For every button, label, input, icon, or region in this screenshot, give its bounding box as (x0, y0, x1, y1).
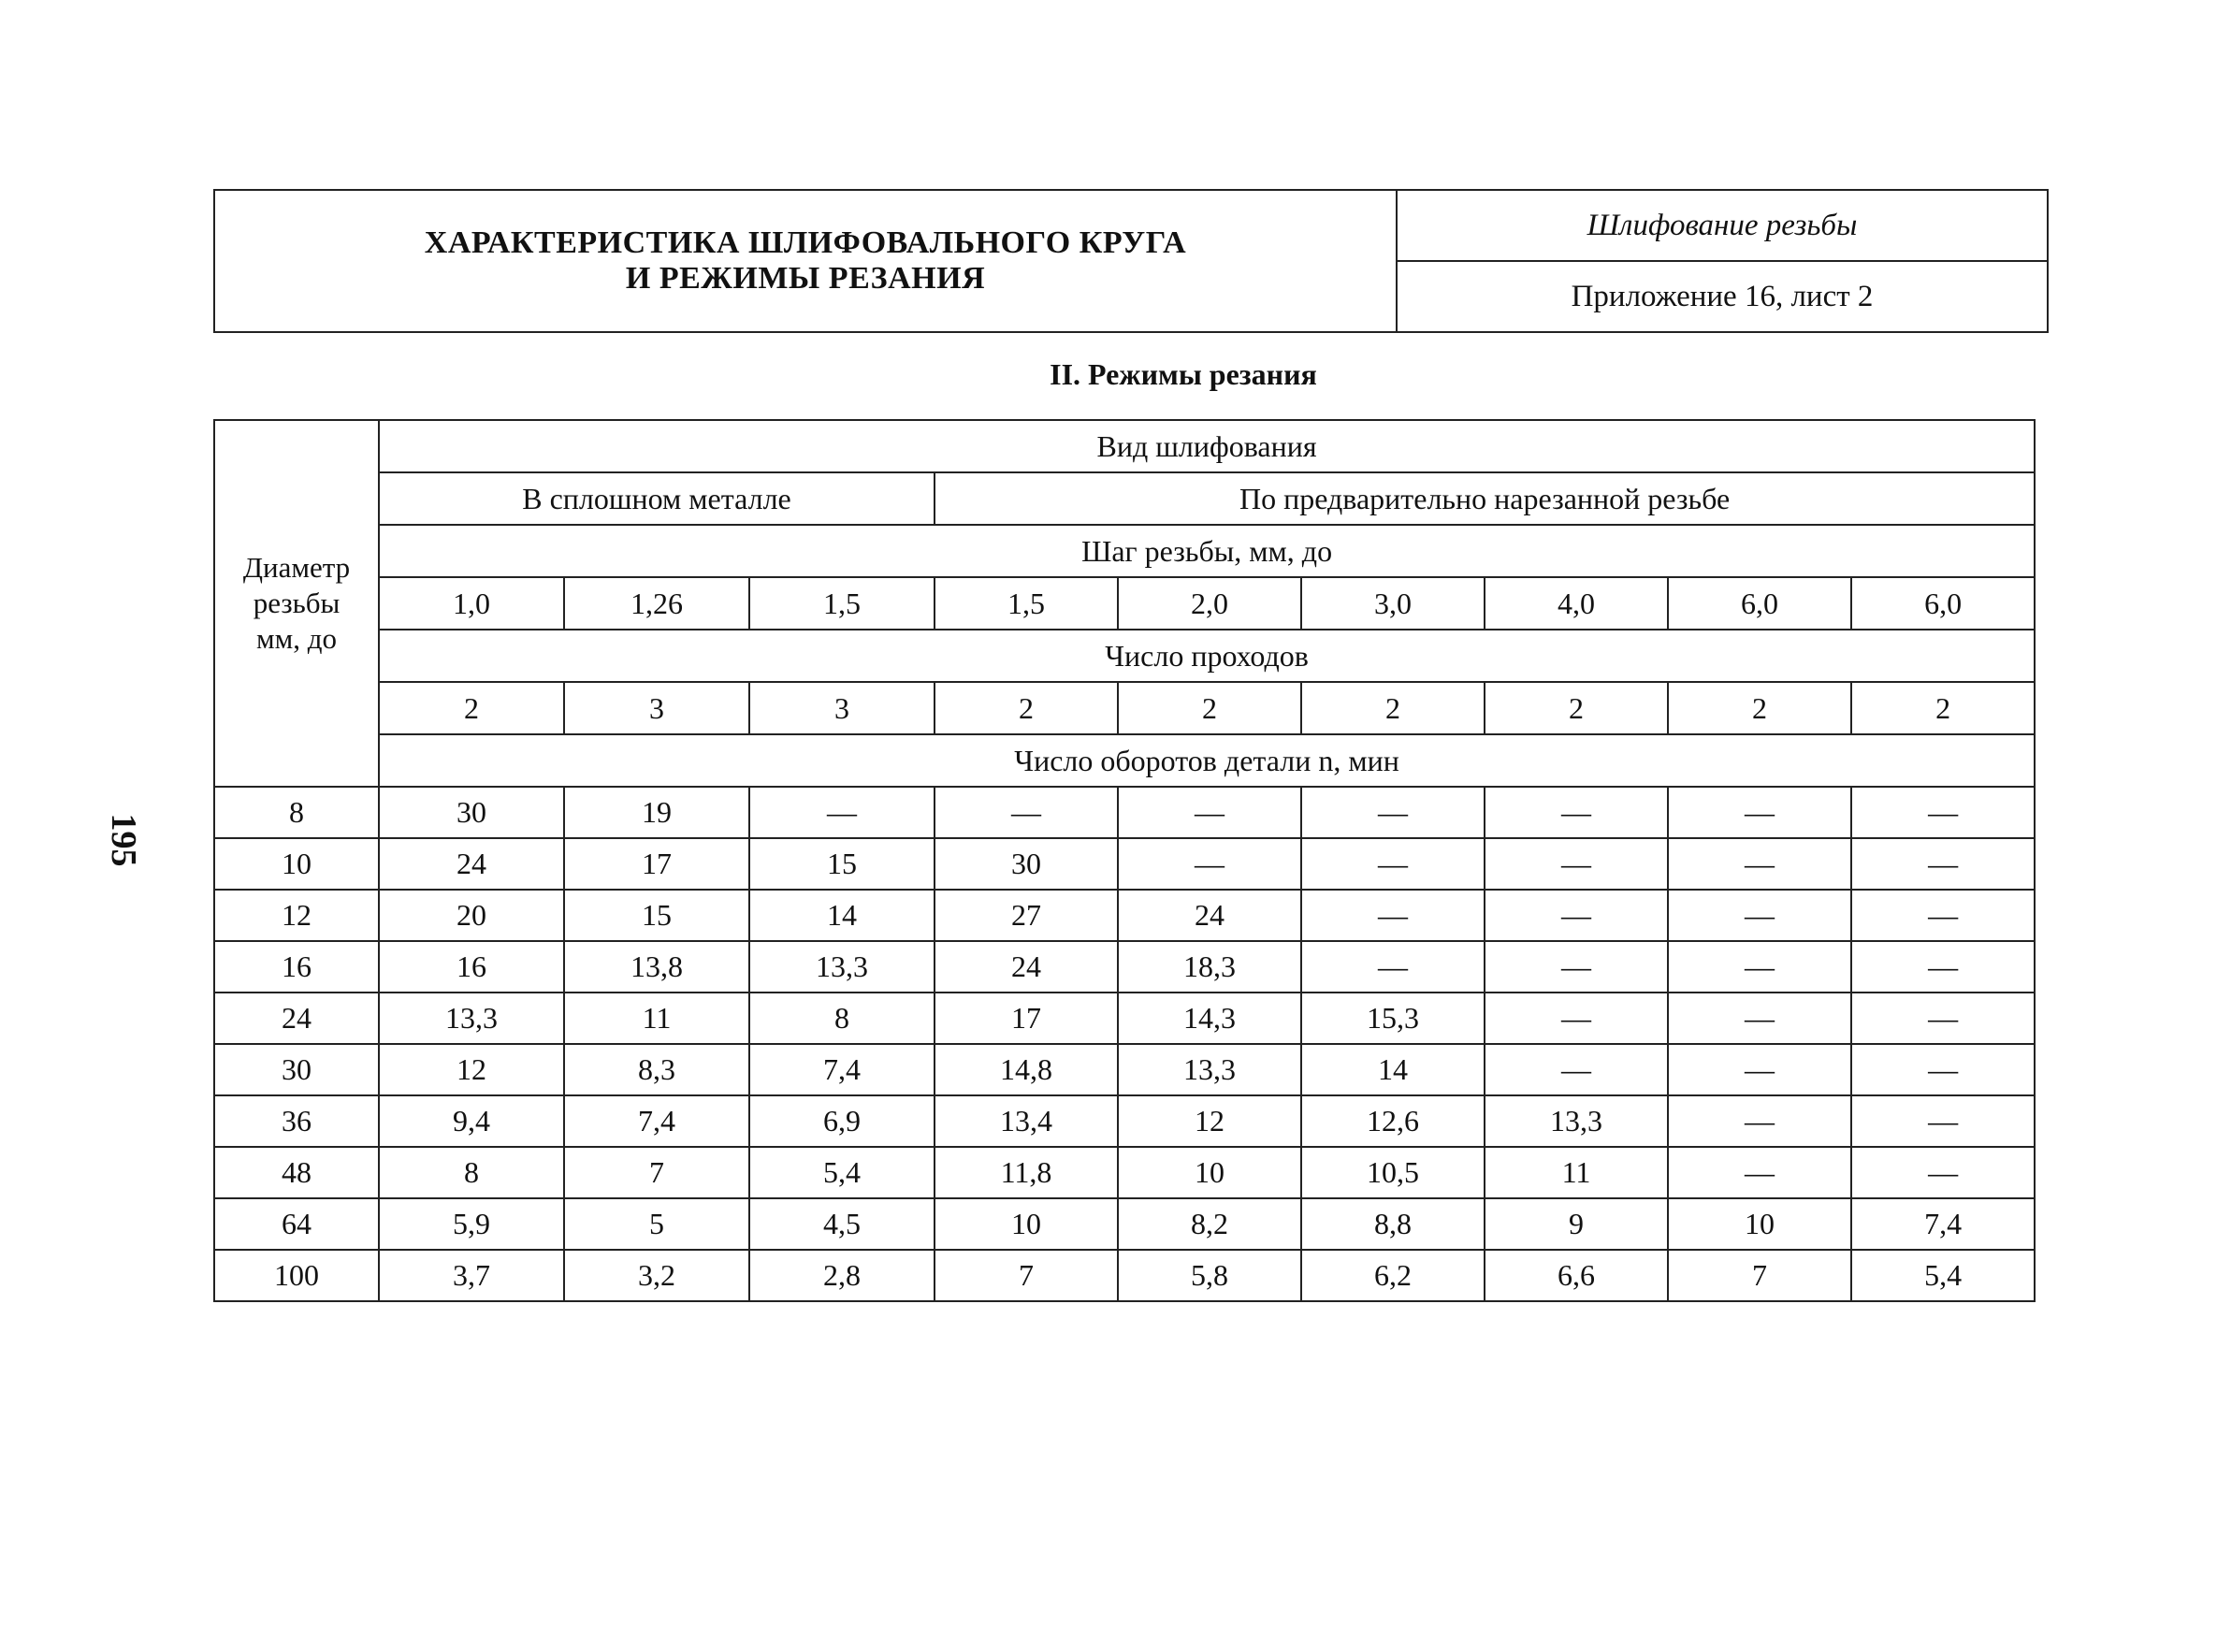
rpm-value-cell: 15,3 (1301, 993, 1485, 1044)
rpm-value-cell: 5,9 (379, 1198, 564, 1250)
pitch-cell: 1,26 (564, 577, 749, 630)
rpm-value-cell: 3,2 (564, 1250, 749, 1301)
passes-cell: 2 (1485, 682, 1668, 734)
diameter-cell: 100 (214, 1250, 379, 1301)
rpm-value-cell: 19 (564, 787, 749, 838)
passes-cell: 2 (935, 682, 1118, 734)
rpm-value-cell: 14 (749, 890, 935, 941)
header-row-pitches (214, 577, 2035, 630)
diameter-cell: 36 (214, 1095, 379, 1147)
diameter-header-line-1: Диаметр (242, 551, 351, 584)
passes-header: Число проходов (379, 630, 2035, 682)
passes-cell: 3 (564, 682, 749, 734)
header-row-passes (214, 682, 2035, 734)
rpm-value-cell: 5 (564, 1198, 749, 1250)
rpm-value-cell: — (1851, 838, 2035, 890)
rpm-value-cell: — (1851, 1147, 2035, 1198)
rpm-value-cell: — (1668, 838, 1851, 890)
rpm-value-cell: 8,3 (564, 1044, 749, 1095)
rpm-value-cell: — (1668, 890, 1851, 941)
rpm-value-cell: 7 (1668, 1250, 1851, 1301)
rpm-value-cell: — (1851, 1095, 2035, 1147)
rpm-value-cell: — (1668, 1095, 1851, 1147)
rpm-value-cell: — (1301, 838, 1485, 890)
rpm-value-cell: 13,3 (379, 993, 564, 1044)
rpm-value-cell: 7 (564, 1147, 749, 1198)
rpm-value-cell: — (1118, 787, 1301, 838)
rpm-value-cell: 15 (564, 890, 749, 941)
rpm-value-cell: — (1668, 993, 1851, 1044)
table-row (214, 1147, 2035, 1198)
pitch-cell: 4,0 (1485, 577, 1668, 630)
title-line-2: И РЕЖИМЫ РЕЗАНИЯ (625, 261, 986, 296)
table-row (214, 1198, 2035, 1250)
rpm-value-cell: — (1668, 1147, 1851, 1198)
page-number: 195 (104, 813, 143, 867)
header-row-rpm-title (214, 734, 2035, 787)
rpm-value-cell: — (1485, 890, 1668, 941)
rpm-value-cell: 17 (935, 993, 1118, 1044)
passes-cell: 2 (1851, 682, 2035, 734)
rpm-value-cell: — (1668, 1044, 1851, 1095)
rpm-value-cell: 15 (749, 838, 935, 890)
rpm-value-cell: 13,3 (1118, 1044, 1301, 1095)
rpm-value-cell: 13,8 (564, 941, 749, 993)
rpm-value-cell: — (1851, 890, 2035, 941)
rpm-value-cell: 10 (1118, 1147, 1301, 1198)
rpm-value-cell: 7 (935, 1250, 1118, 1301)
diameter-cell: 64 (214, 1198, 379, 1250)
rpm-value-cell: 5,8 (1118, 1250, 1301, 1301)
rpm-value-cell: 10 (935, 1198, 1118, 1250)
rpm-value-cell: 17 (564, 838, 749, 890)
rpm-value-cell: 11 (564, 993, 749, 1044)
header-row-passes-title (214, 630, 2035, 682)
rpm-value-cell: 13,4 (935, 1095, 1118, 1147)
header-row-pitch-title (214, 525, 2035, 577)
rpm-value-cell: 12 (1118, 1095, 1301, 1147)
rpm-value-cell: — (1485, 1044, 1668, 1095)
header-info-cell (1398, 191, 2047, 331)
diameter-cell: 24 (214, 993, 379, 1044)
appendix-label: Приложение 16, лист 2 (1571, 279, 1874, 313)
diameter-cell: 8 (214, 787, 379, 838)
cutting-modes-table (213, 419, 2036, 1302)
diameter-cell: 30 (214, 1044, 379, 1095)
rpm-value-cell: 6,2 (1301, 1250, 1485, 1301)
rpm-value-cell: 13,3 (749, 941, 935, 993)
table-row (214, 890, 2035, 941)
table-row (214, 993, 2035, 1044)
rpm-value-cell: 14 (1301, 1044, 1485, 1095)
rpm-value-cell: 5,4 (749, 1147, 935, 1198)
rpm-header: Число оборотов детали n, мин (379, 734, 2035, 787)
rpm-value-cell: 13,3 (1485, 1095, 1668, 1147)
rpm-value-cell: 24 (379, 838, 564, 890)
pitch-cell: 1,0 (379, 577, 564, 630)
diameter-header-line-2: резьбы (253, 587, 341, 619)
passes-cell: 2 (1301, 682, 1485, 734)
rpm-value-cell: — (1485, 838, 1668, 890)
passes-cell: 2 (1668, 682, 1851, 734)
rpm-value-cell: — (1851, 993, 2035, 1044)
rpm-value-cell: 10,5 (1301, 1147, 1485, 1198)
pitch-cell: 6,0 (1851, 577, 2035, 630)
pitch-header: Шаг резьбы, мм, до (379, 525, 2035, 577)
title-line-1: ХАРАКТЕРИСТИКА ШЛИФОВАЛЬНОГО КРУГА (424, 225, 1187, 260)
rpm-value-cell: 11,8 (935, 1147, 1118, 1198)
rpm-value-cell: — (1668, 787, 1851, 838)
rpm-value-cell: 30 (379, 787, 564, 838)
subgroup-solid-metal: В сплошном металле (379, 472, 935, 525)
pitch-cell: 2,0 (1118, 577, 1301, 630)
rpm-value-cell: — (749, 787, 935, 838)
rpm-value-cell: 5,4 (1851, 1250, 2035, 1301)
header-row-grinding-type (214, 420, 2035, 472)
rpm-value-cell: 8 (379, 1147, 564, 1198)
diameter-cell: 16 (214, 941, 379, 993)
document-header (213, 189, 2049, 333)
rpm-value-cell: 16 (379, 941, 564, 993)
rpm-value-cell: 24 (935, 941, 1118, 993)
rpm-value-cell: 4,5 (749, 1198, 935, 1250)
rpm-value-cell: — (1668, 941, 1851, 993)
rpm-value-cell: 6,6 (1485, 1250, 1668, 1301)
section-title (0, 357, 2217, 392)
topic-label: Шлифование резьбы (1398, 191, 2047, 262)
rpm-value-cell: 18,3 (1118, 941, 1301, 993)
rpm-value-cell: 7,4 (564, 1095, 749, 1147)
rpm-value-cell: — (1851, 1044, 2035, 1095)
rpm-value-cell: 9 (1485, 1198, 1668, 1250)
rpm-value-cell: 12 (379, 1044, 564, 1095)
rpm-value-cell: — (1485, 993, 1668, 1044)
rpm-value-cell: 10 (1668, 1198, 1851, 1250)
rpm-value-cell: — (1301, 941, 1485, 993)
rpm-value-cell: — (1301, 890, 1485, 941)
rpm-value-cell: 12,6 (1301, 1095, 1485, 1147)
rpm-value-cell: 8,2 (1118, 1198, 1301, 1250)
pitch-cell: 6,0 (1668, 577, 1851, 630)
rpm-value-cell: — (1301, 787, 1485, 838)
passes-cell: 2 (379, 682, 564, 734)
rpm-value-cell: 30 (935, 838, 1118, 890)
rpm-value-cell: 24 (1118, 890, 1301, 941)
table-row (214, 787, 2035, 838)
rpm-value-cell: — (1118, 838, 1301, 890)
rpm-value-cell: 3,7 (379, 1250, 564, 1301)
diameter-header-line-3: мм, до (255, 622, 337, 655)
grinding-type-header: Вид шлифования (379, 420, 2035, 472)
subgroup-precut-thread: По предварительно нарезанной резьбе (935, 472, 2035, 525)
passes-cell: 3 (749, 682, 935, 734)
table-row (214, 941, 2035, 993)
rpm-value-cell: 7,4 (1851, 1198, 2035, 1250)
rpm-value-cell: 11 (1485, 1147, 1668, 1198)
pitch-cell: 1,5 (749, 577, 935, 630)
rpm-value-cell: 8 (749, 993, 935, 1044)
diameter-cell: 10 (214, 838, 379, 890)
rpm-value-cell: — (935, 787, 1118, 838)
diameter-header (214, 420, 379, 787)
rpm-value-cell: 14,3 (1118, 993, 1301, 1044)
section-title-text: II. Режимы резания (1050, 357, 1317, 391)
table-row (214, 1044, 2035, 1095)
table-row (214, 1095, 2035, 1147)
rpm-value-cell: 27 (935, 890, 1118, 941)
rpm-value-cell: — (1485, 941, 1668, 993)
rpm-value-cell: — (1851, 941, 2035, 993)
header-row-subgroups (214, 472, 2035, 525)
pitch-cell: 3,0 (1301, 577, 1485, 630)
rpm-value-cell: 6,9 (749, 1095, 935, 1147)
table-row (214, 838, 2035, 890)
rpm-value-cell: — (1851, 787, 2035, 838)
header-title-cell (215, 191, 1398, 331)
rpm-value-cell: 9,4 (379, 1095, 564, 1147)
rpm-value-cell: 14,8 (935, 1044, 1118, 1095)
rpm-value-cell: 20 (379, 890, 564, 941)
table-body (214, 420, 2035, 1301)
rpm-value-cell: — (1485, 787, 1668, 838)
rpm-value-cell: 7,4 (749, 1044, 935, 1095)
rpm-value-cell: 8,8 (1301, 1198, 1485, 1250)
document-title (425, 225, 1186, 297)
diameter-cell: 48 (214, 1147, 379, 1198)
pitch-cell: 1,5 (935, 577, 1118, 630)
diameter-cell: 12 (214, 890, 379, 941)
rpm-value-cell: 2,8 (749, 1250, 935, 1301)
table-row (214, 1250, 2035, 1301)
passes-cell: 2 (1118, 682, 1301, 734)
